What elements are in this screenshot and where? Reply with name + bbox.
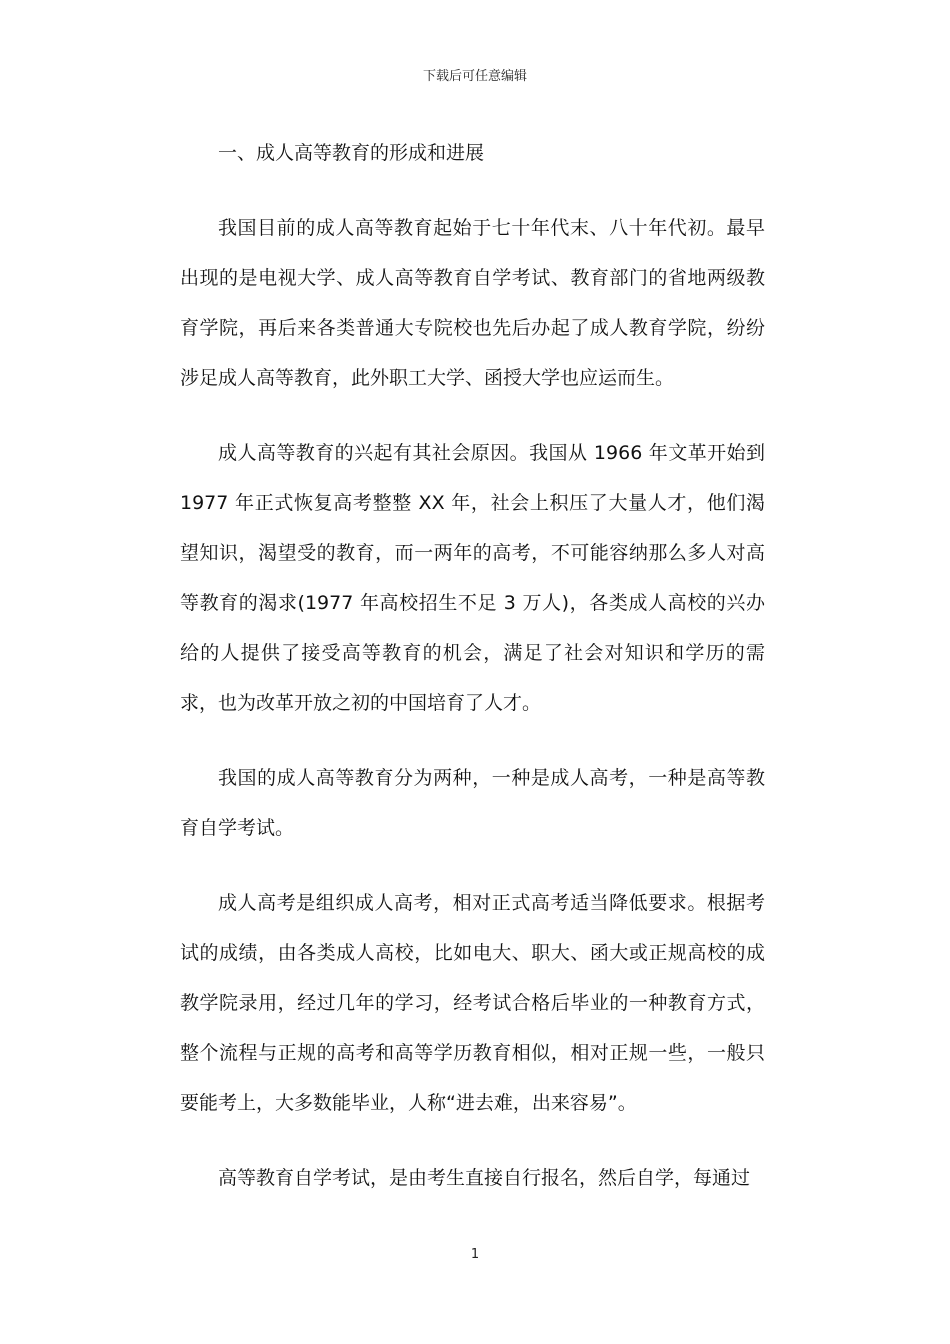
paragraph-two-types: 我国的成人高等教育分为两种，一种是成人高考，一种是高等教育自学考试。 (180, 767, 765, 839)
section-heading: 一、成人高等教育的形成和进展 (218, 142, 485, 164)
paragraph-self-study-exam: 高等教育自学考试，是由考生直接自行报名，然后自学，每通过 (218, 1167, 751, 1189)
page-number: 1 (470, 1247, 480, 1262)
paragraph-adult-exam: 成人高考是组织成人高考，相对正式高考适当降低要求。根据考试的成绩，由各类成人高校，比如电大、职大、函大或正规高校的成教学院录用，经过几年的学习，经考试合格后毕业的一种教育方式，整个流程与正规的高考和高等学历教育相似，相对正规一些，一般只要能考上，大多数能毕业，人称“进去难，出来容易”。 (180, 892, 765, 1114)
page-header-note: 下载后可任意编辑 (422, 69, 527, 84)
document-body (180, 128, 765, 1228)
paragraph-social-reasons: 成人高等教育的兴起有其社会原因。我国从 1966 年文革开始到 1977 年正式恢复高考整整 XX 年，社会上积压了大量人才，他们渴望知识，渴望受的教育，而一两年的高考，不可能容纳那么多人对高等教育的渴求(1977 年高校招生不足 3 万人)，各类成人高校的兴办给的人提供了接受高等教育的机会，满足了社会对知识和学历的需求，也为改革开放之初的中国培育了人才。 (180, 442, 765, 714)
paragraph-origins: 我国目前的成人高等教育起始于七十年代末、八十年代初。最早出现的是电视大学、成人高等教育自学考试、教育部门的省地两级教育学院，再后来各类普通大专院校也先后办起了成人教育学院，纷纷涉足成人高等教育，此外职工大学、函授大学也应运而生。 (180, 217, 765, 389)
